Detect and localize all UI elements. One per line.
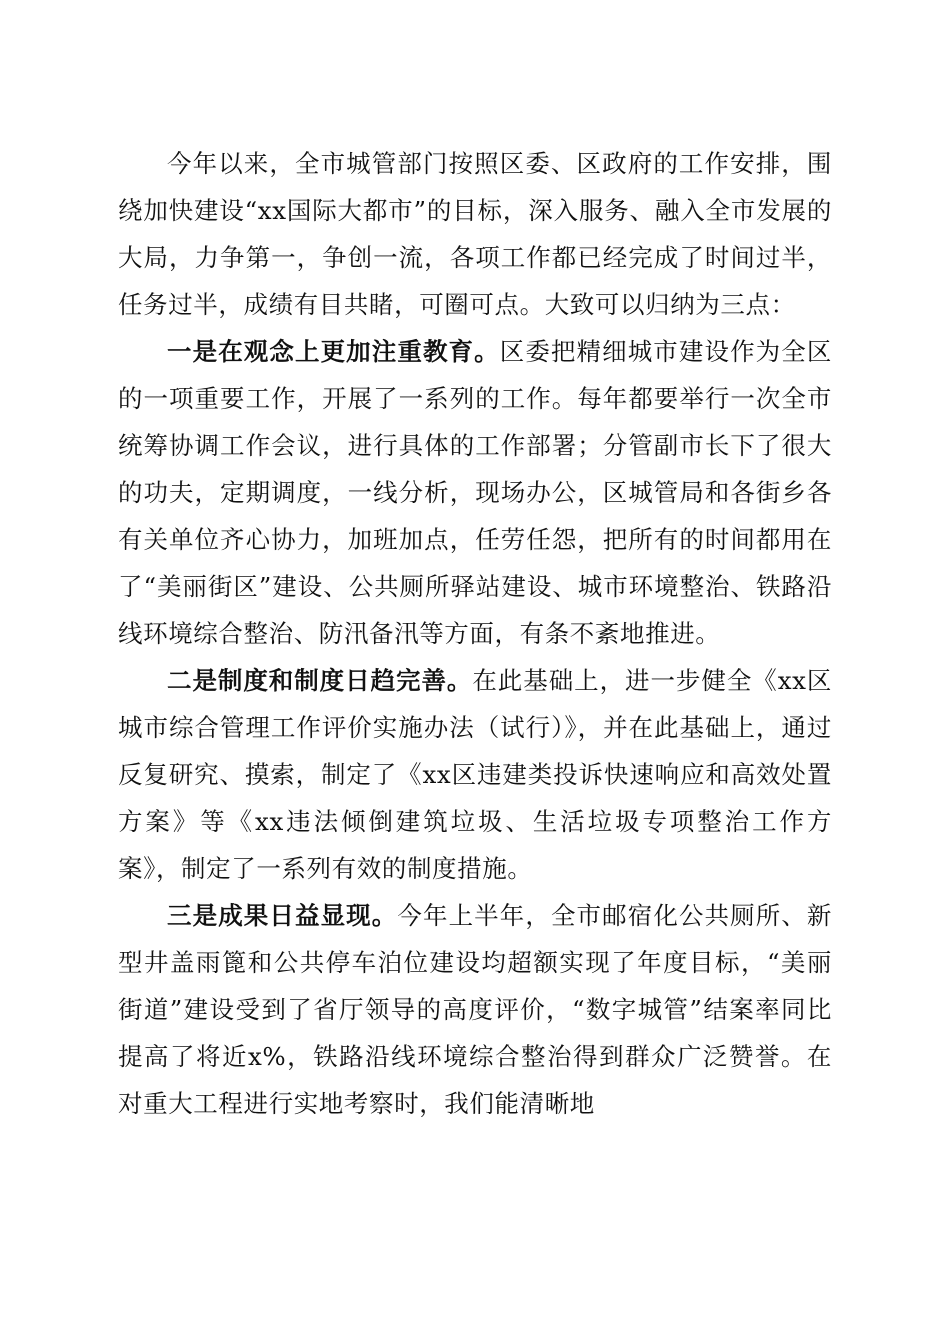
point-3-lead: 三是成果日益显现。 [167,901,398,930]
point-paragraph-1 [118,328,832,657]
point-3-body: 今年上半年，全市邮宿化公共厕所、新型井盖雨篦和公共停车泊位建设均超额实现了年度目标，“美丽街道”建设受到了省厅领导的高度评价，“数字城管”结案率同比提高了将近x%，铁路沿线环境综合整治得到群众广泛赞誉。在对重大工程进行实地考察时，我们能清晰地 [118,901,833,1118]
point-paragraph-3 [118,892,832,1127]
point-paragraph-2 [118,657,832,892]
point-2-lead: 二是制度和制度日趋完善。 [167,666,473,695]
intro-paragraph: 今年以来，全市城管部门按照区委、区政府的工作安排，围绕加快建设“xx国际大都市”的目标，深入服务、融入全市发展的大局，力争第一，争创一流，各项工作都已经完成了时间过半，任务过半，成绩有目共睹，可圈可点。大致可以归纳为三点： [118,149,832,319]
point-1-lead: 一是在观念上更加注重教育。 [167,337,500,366]
document-body [118,140,832,1127]
point-1-body: 区委把精细城市建设作为全区的一项重要工作，开展了一系列的工作。每年都要举行一次全市统筹协调工作会议，进行具体的工作部署；分管副市长下了很大的功夫，定期调度，一线分析，现场办公，区城管局和各街乡各有关单位齐心协力，加班加点，任劳任怨，把所有的时间都用在了“美丽街区”建设、公共厕所驿站建设、城市环境整治、铁路沿线环境综合整治、防汛备汛等方面，有条不紊地推进。 [118,337,832,648]
point-2-body: 在此基础上，进一步健全《xx区城市综合管理工作评价实施办法（试行）》，并在此基础上，通过反复研究、摸索，制定了《xx区违建类投诉快速响应和高效处置方案》等《xx违法倾倒建筑垃圾、生活垃圾专项整治工作方案》，制定了一系列有效的制度措施。 [118,666,832,883]
